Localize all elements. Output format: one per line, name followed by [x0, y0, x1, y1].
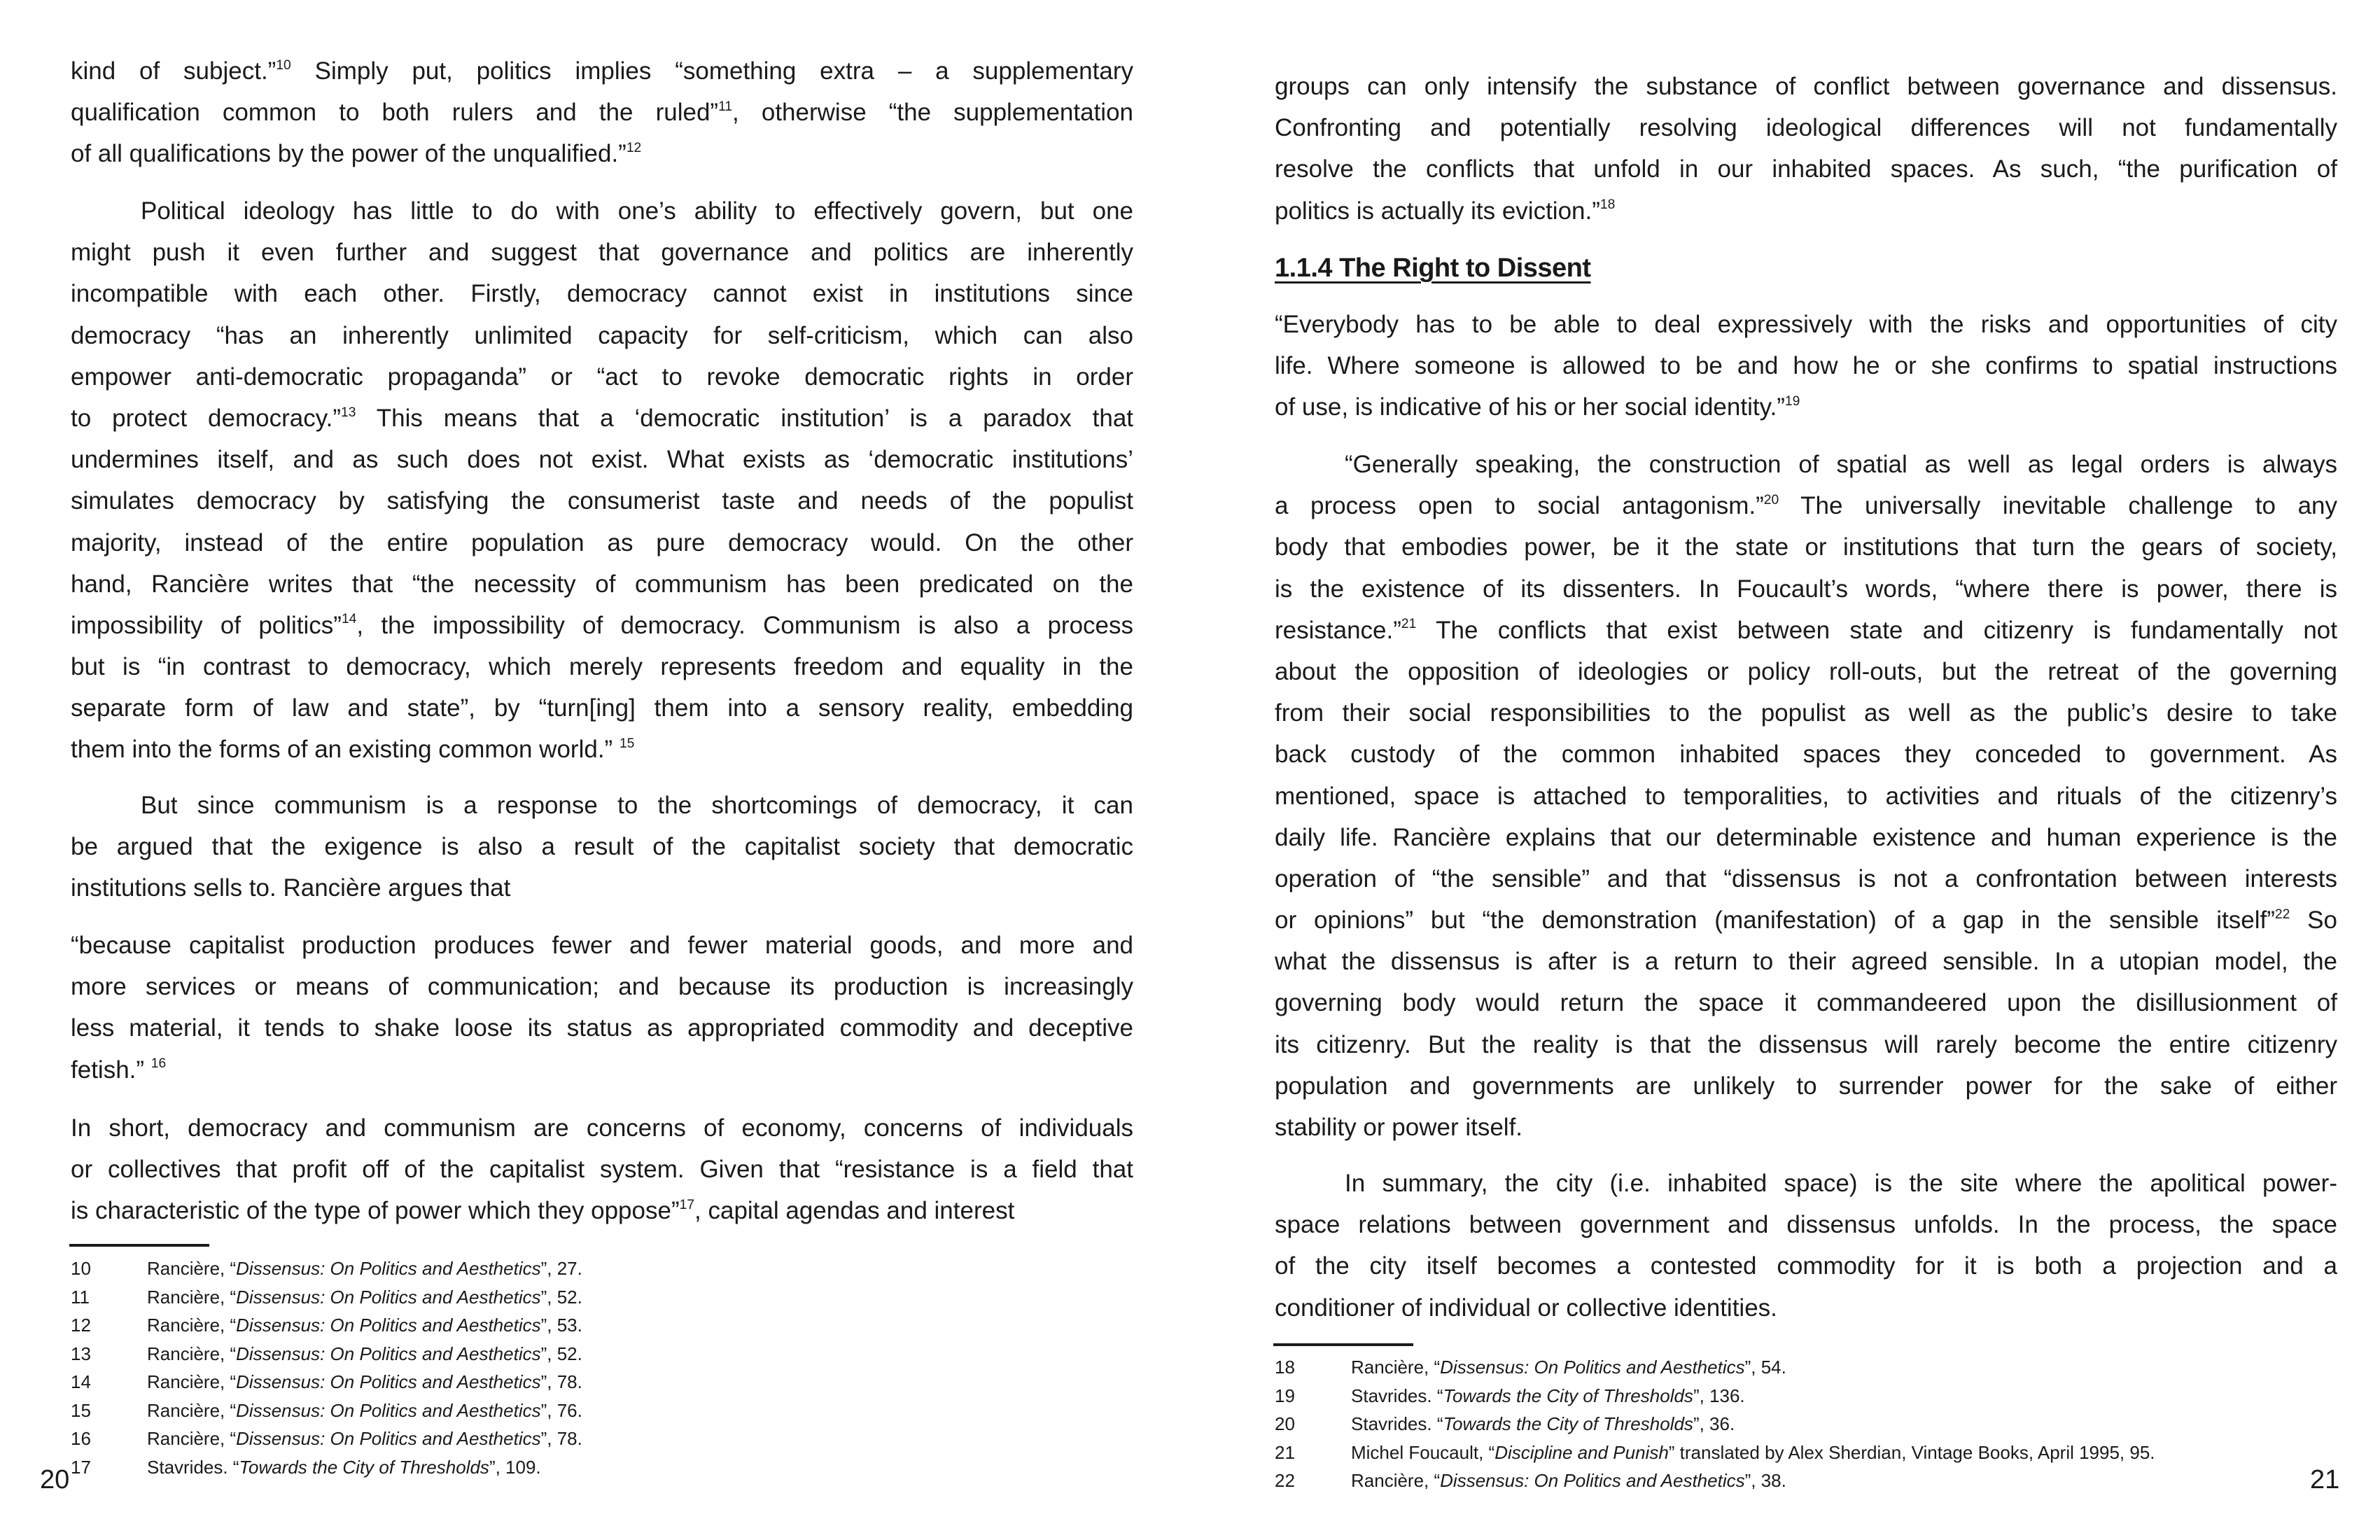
text-run: Confronting and potentially resolving ideological differences will not fundamentally [1275, 114, 2337, 142]
text-run: separate form of law and state”, by “turn[ing] them into a sensory reality, embedding [71, 694, 1133, 722]
page-number: 21 [2310, 1465, 2340, 1494]
text-line [1275, 1204, 2337, 1245]
text-run: empower anti-democratic propaganda” or “act to revoke democratic rights in order [71, 363, 1133, 391]
section-heading: 1.1.4 The Right to Dissent [1275, 253, 1591, 283]
footnote-item [1275, 1353, 2155, 1382]
footnote-marker: 17 [679, 1197, 695, 1212]
text-run: might push it even further and suggest that governance and politics are inherently [71, 239, 1133, 267]
footnote-number: 21 [1275, 1441, 1295, 1463]
citation-page: ”, 76. [540, 1399, 582, 1421]
citation-page: ”, 78. [540, 1371, 582, 1392]
text-run: In short, democracy and communism are concerns of economy, concerns of individuals [71, 1114, 1133, 1142]
text-run: from their social responsibilities to the populist as well as the public’s desire to take [1275, 699, 2337, 727]
citation-author: Rancière, “ [147, 1399, 237, 1421]
text-line [71, 925, 1133, 966]
text-run: be argued that the exigence is also a result of the capitalist society that democratic [71, 833, 1133, 861]
citation-author: Rancière, “ [147, 1258, 237, 1279]
footnote-number: 15 [71, 1399, 91, 1421]
text-run: “because capitalist production produces fewer and fewer material goods, and more and [71, 932, 1133, 959]
text-line [71, 50, 1133, 92]
footnote-citation [147, 1457, 541, 1478]
citation-author: Rancière, “ [1351, 1470, 1441, 1491]
text-run: The universally inevitable challenge to any [1779, 492, 2338, 520]
footnote-item [1275, 1438, 2155, 1467]
text-run: fetish.” [71, 1056, 151, 1084]
text-run: simulates democracy by satisfying the consumerist taste and needs of the populist [71, 487, 1133, 515]
citation-page: ” translated by Alex Sherdian, Vintage Books, April 1995, 95. [1668, 1441, 2155, 1463]
text-line [1275, 858, 2337, 899]
text-run: hand, Rancière writes that “the necessity of communism has been predicated on the [71, 570, 1133, 598]
footnote-citation [1351, 1470, 1786, 1491]
footnote-citation [147, 1400, 582, 1421]
text-run: “Everybody has to be able to deal expressively with the risks and opportunities of city [1275, 311, 2337, 338]
footnote-marker: 13 [341, 405, 356, 420]
footnote-citation [147, 1287, 582, 1308]
text-line [71, 605, 1133, 646]
text-line [1275, 1163, 2337, 1204]
text-line [1275, 444, 2337, 485]
text-line [1275, 1024, 2337, 1065]
text-line [1275, 1065, 2337, 1107]
footnote-marker: 22 [2274, 906, 2290, 922]
text-run: daily life. Rancière explains that our determinable existence and human experience is the [1275, 823, 2337, 851]
page-number: 20 [40, 1465, 70, 1494]
text-run: more services or means of communication; and because its production is increasingly [71, 973, 1133, 1001]
citation-author: Stavrides. “ [147, 1456, 239, 1478]
text-line [71, 190, 1133, 232]
text-line [71, 232, 1133, 273]
text-run: incompatible with each other. Firstly, democracy cannot exist in institutions since [71, 280, 1133, 308]
text-line [1275, 148, 2337, 190]
text-line [71, 439, 1133, 480]
text-line [1275, 107, 2337, 148]
citation-author: Rancière, “ [147, 1286, 237, 1308]
text-run: operation of “the sensible” and that “dissensus is not a confrontation between interests [1275, 864, 2337, 892]
citation-page: ”, 53. [540, 1315, 582, 1336]
footnote-citation [147, 1428, 582, 1449]
text-line [71, 687, 1133, 729]
text-line [1275, 1107, 2337, 1148]
text-run: resolve the conflicts that unfold in our inhabited spaces. As such, “the purification of [1275, 155, 2337, 183]
text-run: democracy “has an inherently unlimited capacity for self-criticism, which can also [71, 321, 1133, 349]
text-run: to protect democracy.” [71, 404, 342, 432]
text-line [71, 1107, 1133, 1149]
footnote-citation [1351, 1442, 2155, 1463]
text-line [71, 867, 1133, 909]
text-run: body that embodies power, be it the state or institutions that turn the gears of society, [1275, 533, 2337, 561]
text-line [1275, 817, 2337, 858]
footnote-item [71, 1368, 582, 1396]
text-line [1275, 304, 2337, 345]
citation-title: Dissensus: On Politics and Aesthetics [236, 1258, 541, 1279]
text-run: of use, is indicative of his or her social identity.” [1275, 393, 1785, 421]
footnote-number: 22 [1275, 1470, 1295, 1491]
text-run: Political ideology has little to do with one’s ability to effectively govern, but one [141, 197, 1133, 225]
paragraph [71, 50, 1133, 175]
footnote-number: 17 [71, 1456, 91, 1478]
text-run: majority, instead of the entire population as pure democracy would. On the other [71, 528, 1133, 556]
footnote-item [1275, 1466, 2155, 1495]
text-line [71, 356, 1133, 398]
footnote-marker: 15 [619, 736, 635, 751]
text-run: conditioner of individual or collective identities. [1275, 1294, 1777, 1322]
footnote-marker: 21 [1401, 617, 1417, 632]
text-run: In summary, the city (i.e. inhabited space) is the site where the apolitical power- [1345, 1170, 2337, 1197]
footnote-citation [147, 1315, 582, 1336]
footnote-item [71, 1424, 582, 1453]
footnote-item [71, 1254, 582, 1283]
text-line [71, 480, 1133, 522]
text-run: a process open to social antagonism.” [1275, 492, 1764, 520]
text-run: or opinions” but “the demonstration (manifestation) of a gap in the sensible itself” [1275, 906, 2275, 934]
text-line [71, 273, 1133, 314]
citation-title: Dissensus: On Politics and Aesthetics [1440, 1470, 1745, 1491]
footnote-citation [147, 1343, 582, 1364]
text-line [1275, 692, 2337, 734]
citation-page: ”, 36. [1693, 1413, 1735, 1434]
text-line [1275, 386, 2337, 428]
text-run: life. Where someone is allowed to be and how he or she confirms to spatial instructions [1275, 352, 2337, 380]
footnote-marker: 10 [276, 57, 291, 73]
citation-author: Stavrides. “ [1351, 1413, 1443, 1434]
text-line [1275, 345, 2337, 386]
citation-author: Stavrides. “ [1351, 1385, 1443, 1406]
footnote-item [71, 1311, 582, 1340]
text-run: , otherwise “the supplementation [732, 99, 1133, 127]
text-run: its citizenry. But the reality is that the dissensus will rarely become the entire citizenry [1275, 1030, 2337, 1058]
text-run: or collectives that profit off of the capitalist system. Given that “resistance is a field that [71, 1156, 1133, 1184]
citation-title: Dissensus: On Politics and Aesthetics [236, 1343, 541, 1364]
citation-page: ”, 52. [540, 1343, 582, 1364]
footnote-citation [147, 1258, 582, 1279]
text-line [71, 133, 1133, 174]
text-run: politics is actually its eviction.” [1275, 197, 1600, 225]
text-line [1275, 899, 2337, 941]
citation-page: ”, 54. [1744, 1357, 1786, 1378]
text-line [71, 92, 1133, 133]
footnote-number: 11 [71, 1286, 90, 1308]
citation-page: ”, 78. [540, 1428, 582, 1449]
citation-author: Rancière, “ [147, 1315, 237, 1336]
text-run: kind of subject.” [71, 57, 276, 85]
text-line [71, 785, 1133, 826]
footnote-number: 12 [71, 1315, 91, 1336]
text-line [71, 966, 1133, 1007]
text-run: undermines itself, and as such does not exist. What exists as ‘democratic institutions’ [71, 446, 1133, 474]
citation-title: Dissensus: On Politics and Aesthetics [236, 1315, 541, 1336]
footnote-citation [1351, 1385, 1745, 1406]
text-run: what the dissensus is after is a return to their agreed sensible. In a utopian model, the [1275, 948, 2337, 976]
footnote-item [71, 1396, 582, 1425]
footnote-number: 19 [1275, 1385, 1295, 1406]
text-line [1275, 941, 2337, 982]
citation-page: ”, 27. [540, 1258, 582, 1279]
citation-title: Towards the City of Thresholds [1443, 1413, 1693, 1434]
text-run: So [2290, 906, 2337, 934]
footnote-citation [1351, 1413, 1735, 1434]
citation-title: Dissensus: On Politics and Aesthetics [236, 1371, 541, 1392]
text-line [71, 1149, 1133, 1190]
footnote-item [71, 1340, 582, 1368]
text-line [1275, 651, 2337, 692]
citation-page: ”, 52. [540, 1286, 582, 1308]
paragraph [71, 925, 1133, 1091]
footnote-marker: 18 [1600, 197, 1616, 213]
text-run: is the existence of its dissenters. In Foucault’s words, “where there is power, there is [1275, 575, 2337, 603]
citation-title: Dissensus: On Politics and Aesthetics [236, 1428, 541, 1449]
footnote-item [1275, 1382, 2155, 1410]
text-line [71, 522, 1133, 564]
text-line [1275, 526, 2337, 568]
citation-author: Rancière, “ [147, 1428, 237, 1449]
text-line [71, 1007, 1133, 1049]
text-run: , the impossibility of democracy. Communism is also a process [356, 611, 1133, 639]
page-right [1190, 0, 2380, 1540]
text-run: about the opposition of ideologies or policy roll-outs, but the retreat of the governing [1275, 657, 2337, 685]
text-run: But since communism is a response to the shortcomings of democracy, it can [141, 792, 1133, 819]
text-run: of the city itself becomes a contested commodity for it is both a projection and a [1275, 1252, 2337, 1280]
text-run: “Generally speaking, the construction of spatial as well as legal orders is always [1345, 451, 2337, 478]
citation-author: Rancière, “ [147, 1371, 237, 1392]
text-line [1275, 66, 2337, 107]
text-line [1275, 485, 2337, 526]
text-run: mentioned, space is attached to temporalities, to activities and rituals of the citizenry’s [1275, 782, 2337, 810]
text-run: back custody of the common inhabited spaces they conceded to government. As [1275, 741, 2337, 769]
footnote-divider [69, 1244, 209, 1247]
paragraph [71, 1107, 1133, 1232]
text-line [71, 315, 1133, 356]
text-run: stability or power itself. [1275, 1114, 1523, 1141]
text-line [1275, 190, 2337, 232]
text-line [1275, 1245, 2337, 1287]
footnotes [1275, 1353, 2155, 1495]
footnote-item [1275, 1410, 2155, 1438]
citation-author: Michel Foucault, “ [1351, 1441, 1495, 1463]
text-run: Simply put, politics implies “something extra – a supplementary [290, 57, 1133, 85]
footnote-number: 10 [71, 1258, 91, 1279]
footnote-marker: 14 [341, 612, 357, 627]
paragraph [1275, 66, 2337, 232]
footnote-item [71, 1283, 582, 1312]
citation-title: Dissensus: On Politics and Aesthetics [236, 1399, 541, 1421]
citation-title: Dissensus: On Politics and Aesthetics [236, 1286, 541, 1308]
paragraph [71, 190, 1133, 771]
footnote-number: 20 [1275, 1413, 1295, 1434]
citation-author: Rancière, “ [1351, 1357, 1441, 1378]
footnote-divider [1273, 1343, 1413, 1346]
citation-author: Rancière, “ [147, 1343, 237, 1364]
text-line [1275, 1287, 2337, 1329]
footnote-number: 16 [71, 1428, 91, 1449]
footnote-citation [1351, 1357, 1786, 1378]
text-run: is characteristic of the type of power which they oppose” [71, 1197, 680, 1225]
citation-title: Towards the City of Thresholds [239, 1456, 489, 1478]
text-run: space relations between government and dissensus unfolds. In the process, the space [1275, 1211, 2337, 1239]
text-run: governing body would return the space it commandeered upon the disillusionment of [1275, 989, 2337, 1017]
citation-title: Discipline and Punish [1494, 1441, 1669, 1463]
text-run: of all qualifications by the power of the unqualified.” [71, 140, 626, 168]
text-line [71, 1049, 1133, 1091]
footnote-marker: 19 [1784, 393, 1800, 409]
text-line [71, 564, 1133, 605]
text-run: population and governments are unlikely to surrender power for the sake of either [1275, 1072, 2337, 1100]
citation-page: ”, 136. [1693, 1385, 1745, 1406]
text-line [71, 1190, 1133, 1231]
text-line [71, 826, 1133, 867]
footnote-citation [147, 1371, 582, 1392]
text-run: institutions sells to. Rancière argues that [71, 874, 511, 902]
text-run: qualification common to both rulers and the ruled” [71, 99, 719, 127]
footnote-marker: 20 [1763, 492, 1779, 507]
text-line [1275, 610, 2337, 651]
text-line [1275, 568, 2337, 610]
citation-page: ”, 38. [1744, 1470, 1786, 1491]
text-line [71, 646, 1133, 687]
text-run: them into the forms of an existing common world.” [71, 736, 620, 764]
footnote-item [71, 1453, 582, 1482]
footnote-marker: 11 [718, 99, 733, 114]
footnote-number: 13 [71, 1343, 91, 1364]
citation-title: Dissensus: On Politics and Aesthetics [1440, 1357, 1745, 1378]
footnote-marker: 12 [626, 140, 642, 155]
paragraph [1275, 304, 2337, 428]
text-line [1275, 776, 2337, 817]
text-run: less material, it tends to shake loose its status as appropriated commodity and deceptive [71, 1014, 1133, 1042]
text-line [1275, 734, 2337, 775]
text-run: but is “in contrast to democracy, which merely represents freedom and equality in the [71, 653, 1133, 681]
text-run: impossibility of politics” [71, 611, 342, 639]
footnote-number: 14 [71, 1371, 91, 1392]
paragraph [1275, 444, 2337, 1148]
text-run: resistance.” [1275, 616, 1401, 644]
text-run: groups can only intensify the substance of conflict between governance and dissensus. [1275, 73, 2337, 100]
footnote-marker: 16 [150, 1056, 167, 1072]
text-run: The conflicts that exist between state and citizenry is fundamentally not [1416, 616, 2337, 644]
text-line [71, 729, 1133, 770]
footnote-number: 18 [1275, 1357, 1295, 1378]
citation-title: Towards the City of Thresholds [1443, 1385, 1693, 1406]
text-line [71, 398, 1133, 439]
paragraph [1275, 1163, 2337, 1329]
citation-page: ”, 109. [489, 1456, 541, 1478]
text-run: This means that a ‘democratic institution’ is a paradox that [356, 404, 1134, 432]
text-run: , capital agendas and interest [694, 1197, 1015, 1225]
paragraph [71, 785, 1133, 909]
footnotes [71, 1254, 582, 1481]
text-line [1275, 982, 2337, 1023]
